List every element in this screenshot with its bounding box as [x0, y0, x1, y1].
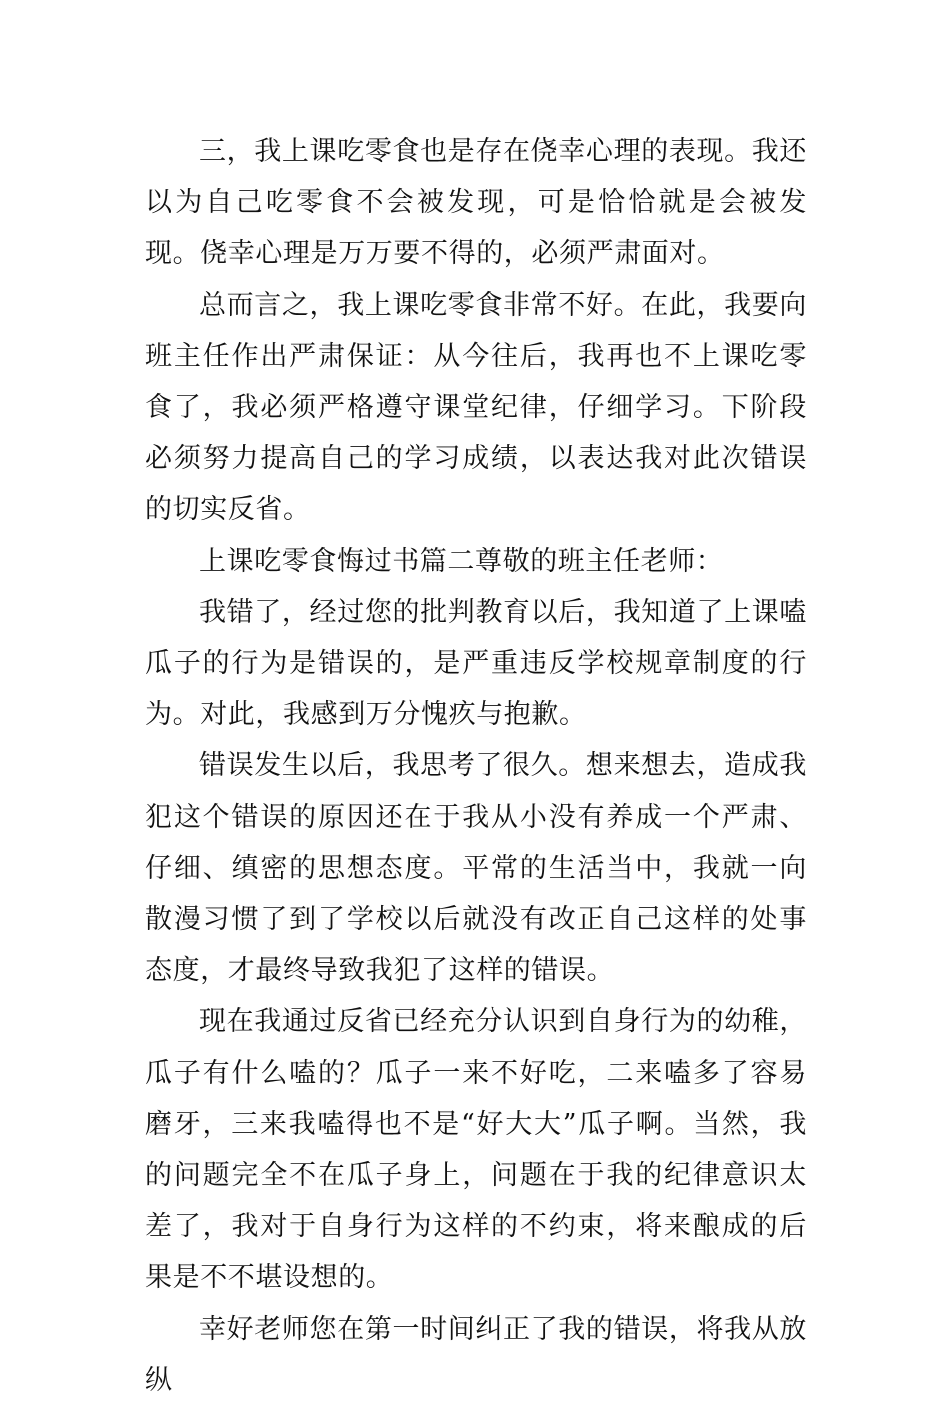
paragraph-6: 现在我通过反省已经充分认识到自身行为的幼稚，瓜子有什么嗑的？瓜子一来不好吃，二来嗑多了容易磨牙，三来我嗑得也不是“好大大”瓜子啊。当然，我的问题完全不在瓜子身上，问题在于我的纪律意识太差了，我对于自身行为这样的不约束，将来酿成的后果是不不堪设想的。 [145, 1006, 807, 1294]
paragraph-5: 错误发生以后，我思考了很久。想来想去，造成我犯这个错误的原因还在于我从小没有养成一个严肃、仔细、缜密的思想态度。平常的生活当中，我就一向散漫习惯了到了学校以后就没有改正自己这样的处事态度，才最终导致我犯了这样的错误。 [145, 750, 807, 987]
document-body [145, 126, 807, 1406]
paragraph-2: 总而言之，我上课吃零食非常不好。在此，我要向班主任作出严肃保证：从今往后，我再也不上课吃零食了，我必须严格遵守课堂纪律，仔细学习。下阶段必须努力提高自己的学习成绩，以表达我对此次错误的切实反省。 [145, 289, 807, 526]
paragraph-4: 我错了，经过您的批判教育以后，我知道了上课嗑瓜子的行为是错误的，是严重违反学校规章制度的行为。对此，我感到万分愧疚与抱歉。 [145, 596, 807, 731]
paragraph-7: 幸好老师您在第一时间纠正了我的错误，将我从放纵 [145, 1313, 807, 1396]
paragraph-1: 三，我上课吃零食也是存在侥幸心理的表现。我还以为自己吃零食不会被发现，可是恰恰就是会被发现。侥幸心理是万万要不得的，必须严肃面对。 [145, 136, 807, 270]
paragraph-3-heading: 上课吃零食悔过书篇二尊敬的班主任老师： [199, 545, 724, 577]
